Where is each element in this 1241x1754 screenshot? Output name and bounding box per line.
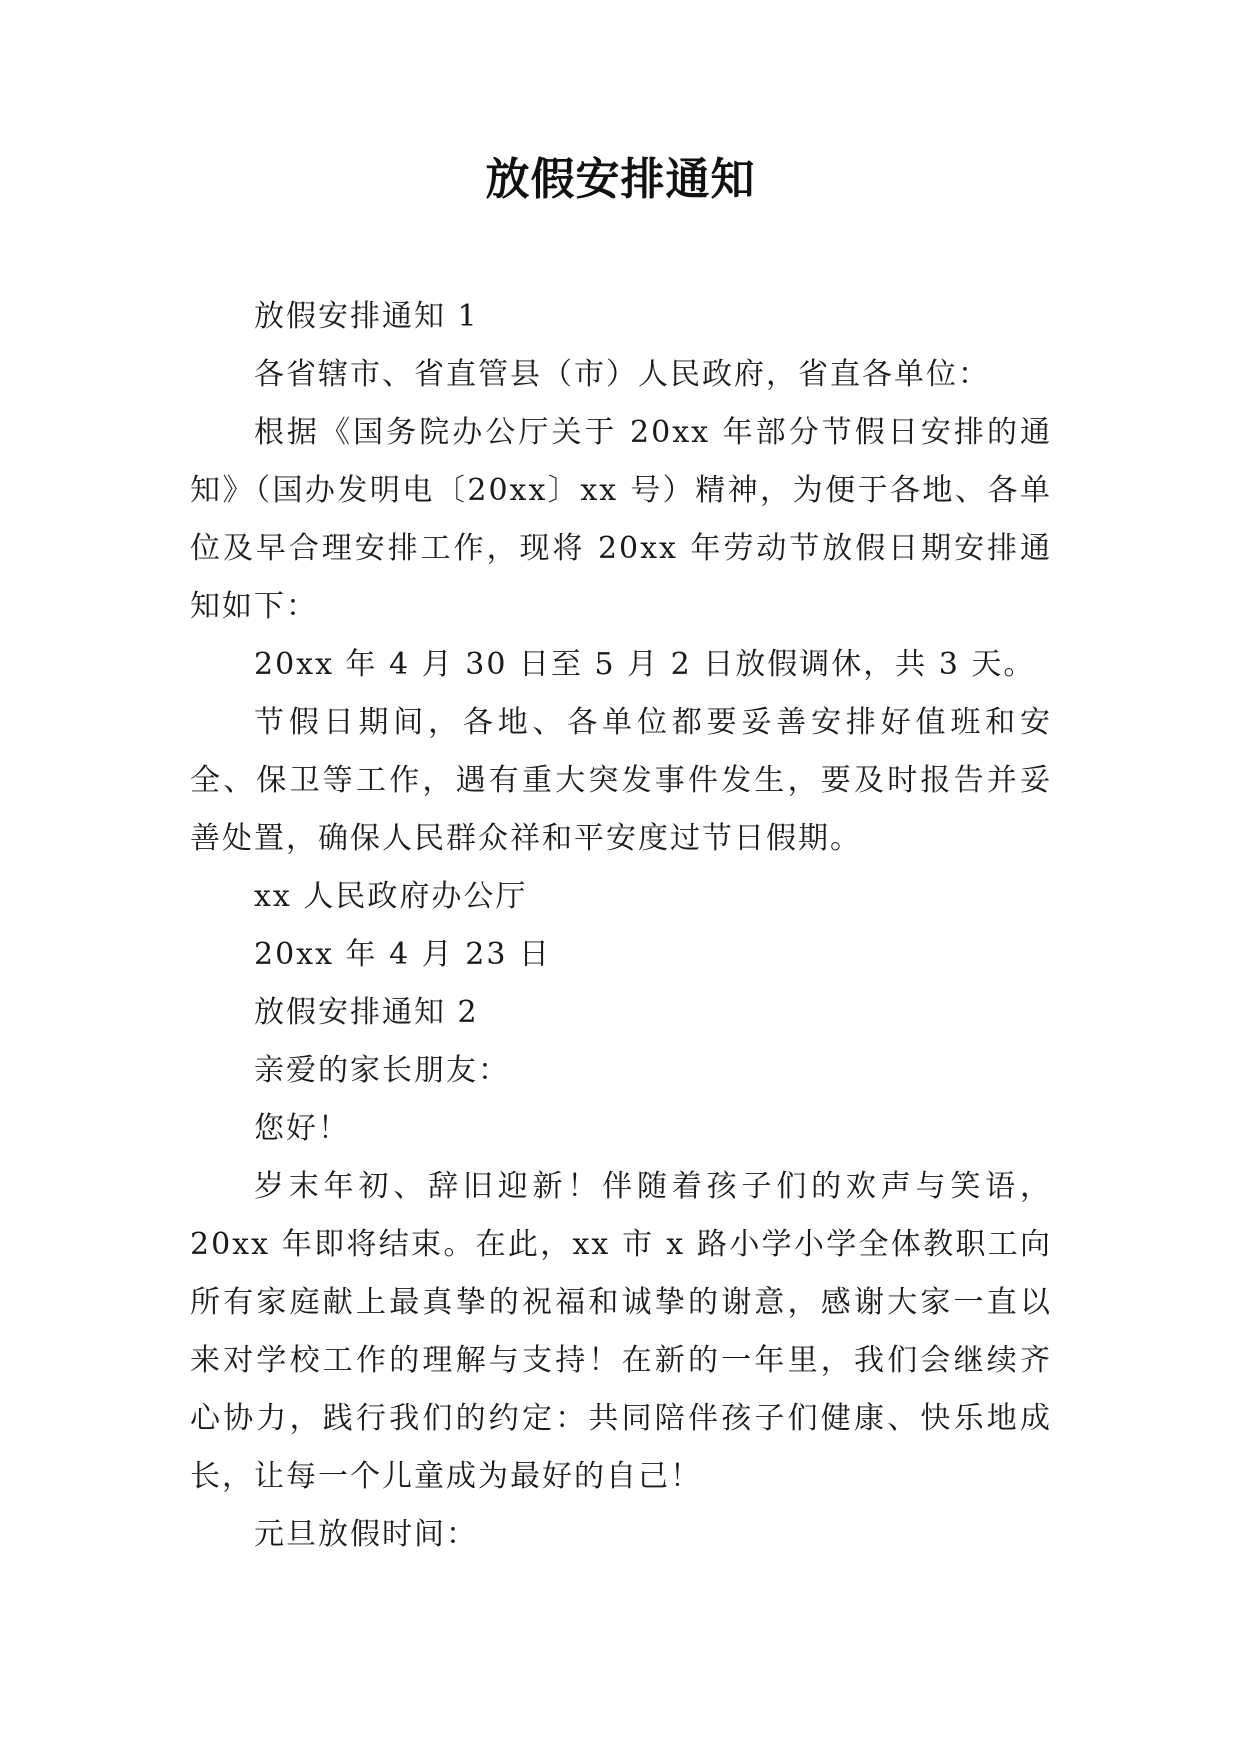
paragraph-hello: 您好！ — [254, 1111, 350, 1146]
document-body — [190, 288, 1052, 1564]
paragraph-duty-arrangement: 节假日期间，各地、各单位都要妥善安排好值班和安全、保卫等工作，遇有重大突发事件发生，要及时报告并妥善处置，确保人民群众祥和平安度过节日假期。 — [190, 705, 1052, 856]
paragraph-holiday-dates: 20xx 年 4 月 30 日至 5 月 2 日放假调休，共 3 天。 — [254, 647, 1036, 682]
paragraph-basis: 根据《国务院办公厅关于 20xx 年部分节假日安排的通知》（国办发明电〔20xx〕xx 号）精神，为便于各地、各单位及早合理安排工作，现将 20xx 年劳动节放假日期安排通知如下： — [190, 415, 1052, 624]
paragraph-issuer: xx 人民政府办公厅 — [254, 879, 528, 914]
paragraph-new-year-holiday-time: 元旦放假时间： — [254, 1517, 478, 1552]
paragraph-greeting-parents: 亲爱的家长朋友： — [254, 1053, 510, 1088]
paragraph-addressee: 各省辖市、省直管县（市）人民政府，省直各单位： — [254, 357, 990, 392]
paragraph-notice-2-heading: 放假安排通知 2 — [254, 995, 479, 1030]
paragraph-issue-date: 20xx 年 4 月 23 日 — [254, 937, 551, 972]
paragraph-new-year-message: 岁末年初、辞旧迎新！伴随着孩子们的欢声与笑语，20xx 年即将结束。在此，xx 市 x 路小学小学全体教职工向所有家庭献上最真挚的祝福和诚挚的谢意，感谢大家一直以来对学校工作的理解与支持！在新的一年里，我们会继续齐心协力，践行我们的约定：共同陪伴孩子们健康、快乐地成长，让每一个儿童成为最好的自己！ — [190, 1169, 1052, 1494]
document-title: 放假安排通知 — [485, 154, 756, 205]
paragraph-notice-1-heading: 放假安排通知 1 — [254, 299, 479, 334]
